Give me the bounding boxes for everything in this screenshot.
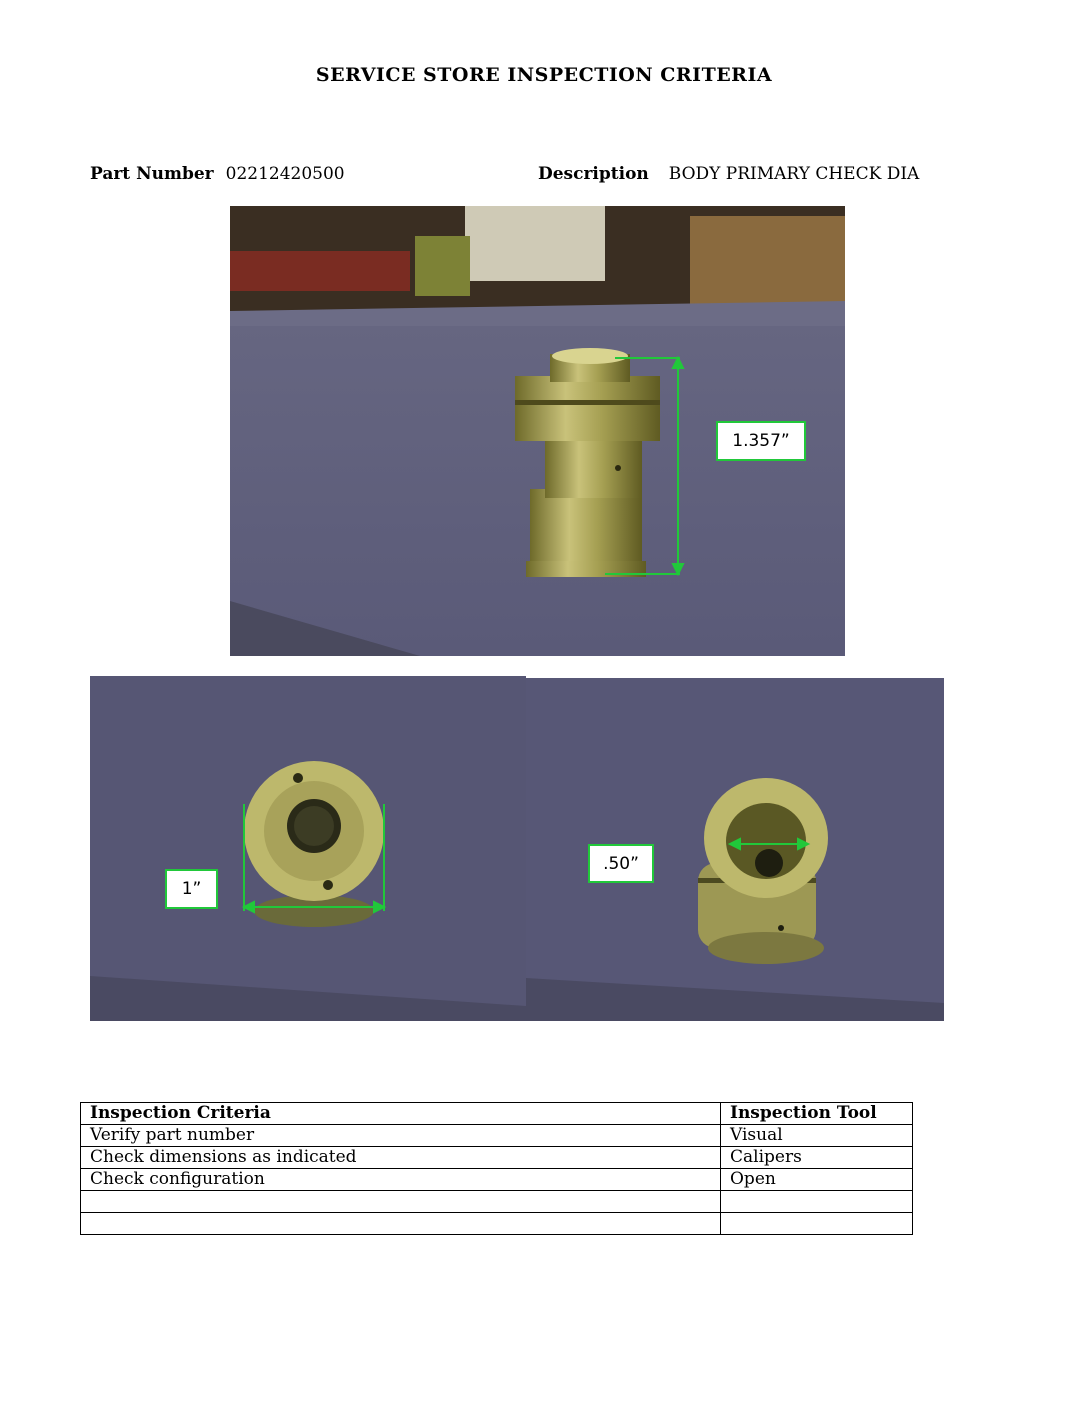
- description-value: BODY PRIMARY CHECK DIA: [668, 164, 920, 184]
- part-number-row: [90, 164, 345, 184]
- page-title: SERVICE STORE INSPECTION CRITERIA: [315, 64, 773, 86]
- table-row: [81, 1213, 913, 1235]
- part-number-label: Part Number: [90, 164, 214, 184]
- tool-cell: [721, 1191, 913, 1213]
- inspection-table: [80, 1102, 913, 1235]
- part-number-value: 02212420500: [225, 164, 345, 184]
- description-label: Description: [538, 164, 649, 184]
- description-row: [538, 164, 919, 184]
- criteria-cell: Verify part number: [81, 1125, 721, 1147]
- table-row: [81, 1191, 913, 1213]
- table-row: [81, 1125, 913, 1147]
- part-top-photo: [90, 676, 526, 1021]
- diameter-dimension-callout: 1”: [165, 869, 218, 909]
- height-dimension-callout: 1.357”: [716, 421, 806, 461]
- column-header-criteria: Inspection Criteria: [81, 1103, 721, 1125]
- tool-cell: Open: [721, 1169, 913, 1191]
- criteria-cell: [81, 1191, 721, 1213]
- column-header-tool: Inspection Tool: [721, 1103, 913, 1125]
- criteria-cell: [81, 1213, 721, 1235]
- tool-cell: Calipers: [721, 1147, 913, 1169]
- tool-cell: [721, 1213, 913, 1235]
- criteria-cell: Check configuration: [81, 1169, 721, 1191]
- table-row: [81, 1147, 913, 1169]
- table-header-row: [81, 1103, 913, 1125]
- criteria-cell: Check dimensions as indicated: [81, 1147, 721, 1169]
- table-row: [81, 1169, 913, 1191]
- bore-dimension-callout: .50”: [588, 844, 654, 883]
- tool-cell: Visual: [721, 1125, 913, 1147]
